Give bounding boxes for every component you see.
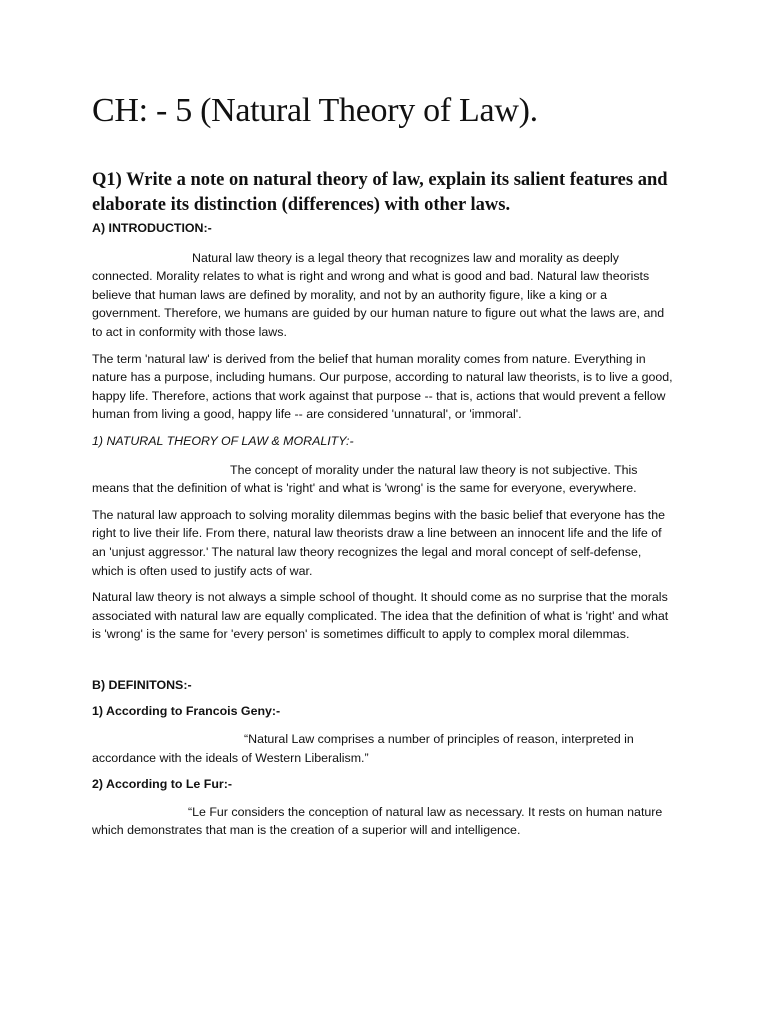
morality-paragraph-1: The concept of morality under the natural law theory is not subjective. This means that the definition of what is 'right' and what is 'wrong' is the same for everyone, everywhere. (92, 462, 638, 496)
morality-paragraph-3: Natural law theory is not always a simple school of thought. It should come as no surprise that the morals associated with natural law are equally complicated. The idea that the definition of what is 'right' and what is 'wrong' is the same for 'every person' is sometimes difficult to apply to complex moral dilemmas. (92, 590, 669, 642)
intro-paragraph-2: The term 'natural law' is derived from the belief that human morality comes from nature. Everything in nature has a purpose, including humans. Our purpose, according to natural law theorists, is to live a good, happy life. Therefore, actions that work against that purpose -- that is, actions that would prevent a fellow human from living a good, happy life -- are considered 'unnatural', or 'immoral'. (92, 351, 673, 422)
definition-1-heading: 1) According to Francois Geny:- (92, 704, 281, 719)
definition-1-quote: “Natural Law comprises a number of principles of reason, interpreted in accordance with the ideals of Western Liberalism.” (92, 732, 634, 765)
document-body (92, 219, 676, 840)
definition-2-heading: 2) According to Le Fur:- (92, 777, 232, 792)
section-b-heading: B) DEFINITONS:- (92, 677, 192, 692)
subsection-1-heading: 1) NATURAL THEORY OF LAW & MORALITY:- (92, 433, 354, 448)
chapter-title: CH: - 5 (Natural Theory of Law). (92, 92, 538, 129)
definition-2-quote: “Le Fur considers the conception of natural law as necessary. It rests on human nature which demonstrates that man is the creation of a superior will and intelligence. (92, 804, 663, 838)
section-a-heading: A) INTRODUCTION:- (92, 221, 212, 235)
question-heading: Q1) Write a note on natural theory of law, explain its salient features and elaborate its distinction (differences) with other laws. (92, 170, 668, 215)
intro-paragraph-1: Natural law theory is a legal theory that recognizes law and morality as deeply connected. Morality relates to what is right and wrong and what is good and bad. Natural law theorists believe that human laws are defined by morality, and not by an authority figure, like a king or a government. Therefore, we humans are guided by our human nature to figure out what the laws are, and to act in conformity with those laws. (92, 250, 665, 339)
morality-paragraph-2: The natural law approach to solving morality dilemmas begins with the basic belief that everyone has the right to live their life. From there, natural law theorists draw a line between an innocent life and the life of an 'unjust aggressor.' The natural law theory recognizes the legal and moral concept of self-defense, which is often used to justify acts of war. (92, 507, 666, 578)
